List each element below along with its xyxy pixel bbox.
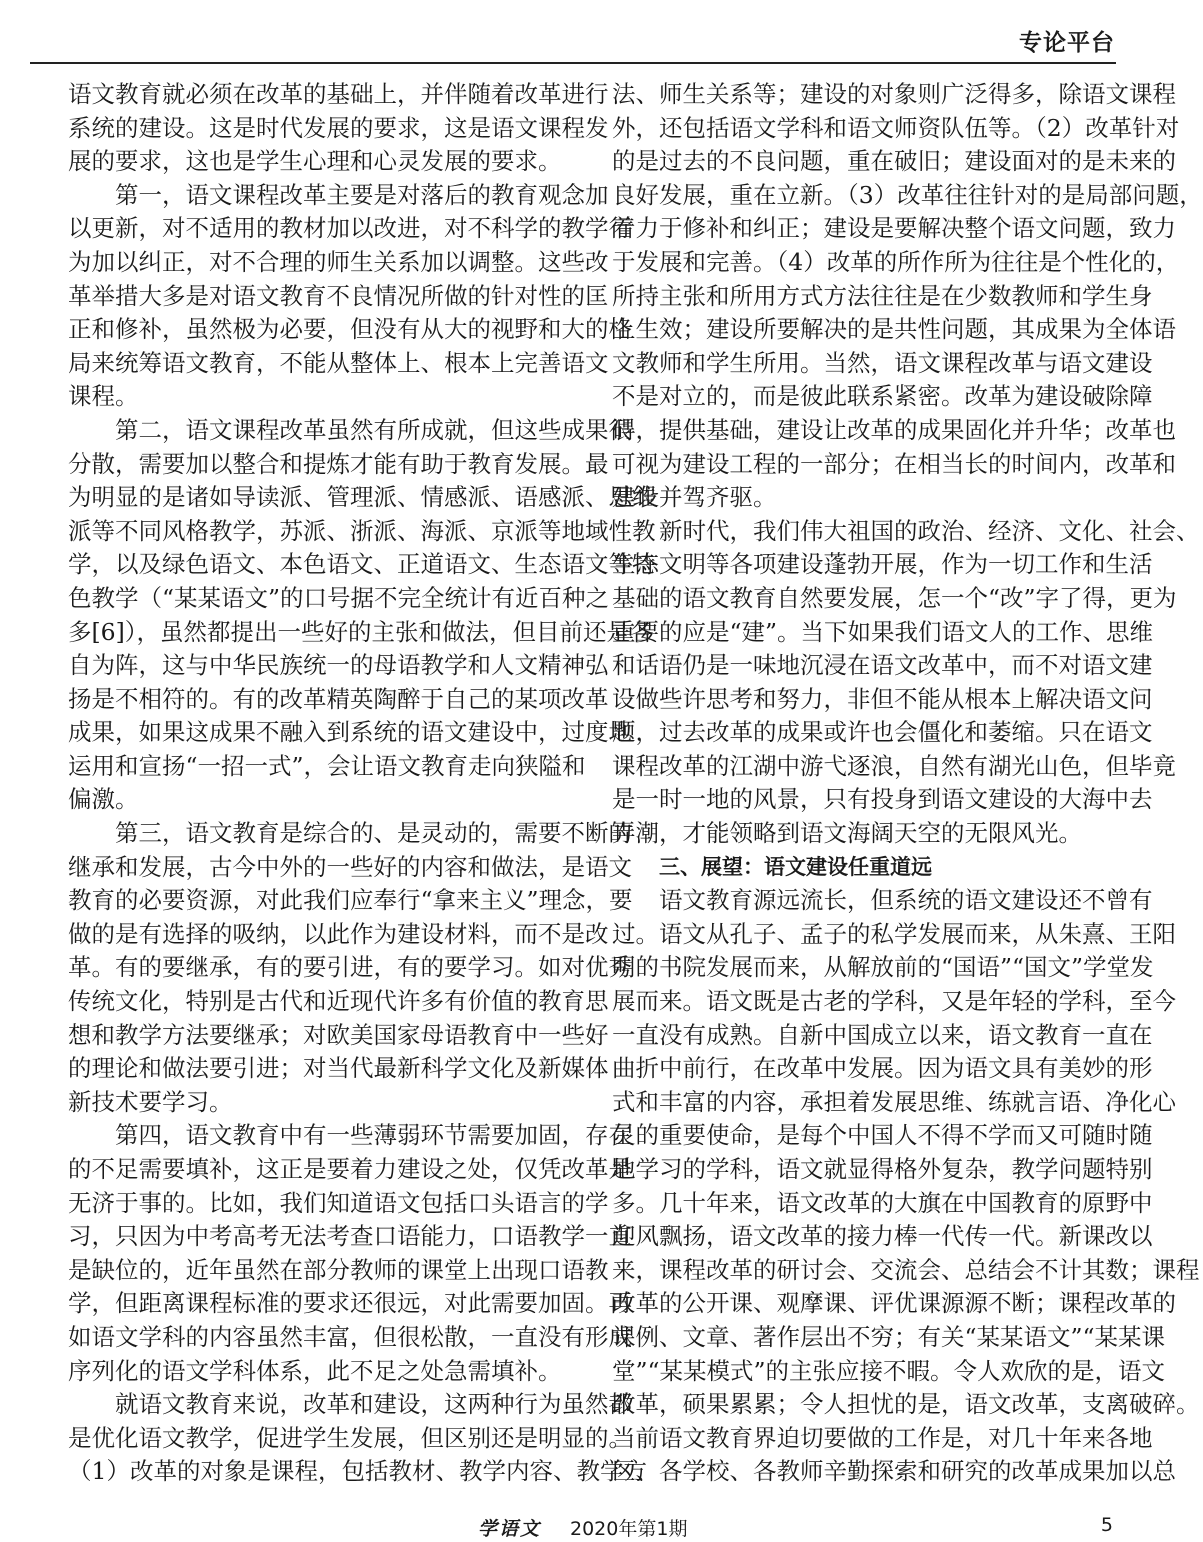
text-line: 语文教育就必须在改革的基础上，并伴随着改革进行 xyxy=(68,80,609,108)
text-line: 于发展和完善。（4）改革的所作所为往往是个性化的， xyxy=(612,247,1180,276)
text-line: 为明显的是诸如导读派、管理派、情感派、语感派、思维 xyxy=(68,483,656,512)
text-line: 改革，硕果累累；令人担忧的是，语文改革，支离破碎。 xyxy=(612,1390,1200,1419)
text-line: 序列化的语文学科体系，此不足之处急需填补。 xyxy=(68,1356,562,1385)
text-line: 一直没有成熟。自新中国成立以来，语文教育一直在 xyxy=(612,1020,1153,1049)
text-line: 教育的必要资源，对此我们应奉行“拿来主义”理念，要 xyxy=(68,886,633,915)
text-line: 学，但距离课程标准的要求还很远，对此需要加固。再 xyxy=(68,1289,632,1318)
text-line: 运用和宣扬“一招一式”，会让语文教育走向狭隘和 xyxy=(68,751,586,780)
text-line: 和话语仍是一味地沉浸在语文改革中，而不对语文建 xyxy=(612,651,1153,680)
text-line: 良好发展，重在立新。（3）改革往往针对的是局部问题， xyxy=(612,180,1203,209)
text-line: 着力于修补和纠正；建设是要解决整个语文问题，致力 xyxy=(612,214,1176,243)
section-title: 专论平台 xyxy=(1019,30,1115,56)
text-line: 题，过去改革的成果或许也会僵化和萎缩。只在语文 xyxy=(612,718,1153,747)
text-line: 重要的应是“建”。当下如果我们语文人的工作、思维 xyxy=(612,617,1154,646)
text-line: 局来统筹语文教育，不能从整体上、根本上完善语文 xyxy=(68,348,609,377)
text-line: 多。几十年来，语文改革的大旗在中国教育的原野中 xyxy=(612,1188,1153,1217)
text-line: 是缺位的，近年虽然在部分教师的课堂上出现口语教 xyxy=(68,1255,609,1284)
text-line: 分散，需要加以整合和提炼才能有助于教育发展。最 xyxy=(68,449,609,478)
text-line: 偏激。 xyxy=(68,785,139,814)
text-line: 建设并驾齐驱。 xyxy=(612,483,777,512)
text-line: 迎风飘扬，语文改革的接力棒一代传一代。新课改以 xyxy=(612,1222,1153,1251)
text-line: 继承和发展，古今中外的一些好的内容和做法，是语文 xyxy=(68,852,632,881)
text-line: 语文教育源远流长，但系统的语文建设还不曾有 xyxy=(659,886,1153,915)
text-line: 的是过去的不良问题，重在破旧；建设面对的是未来的 xyxy=(612,147,1176,176)
text-line: 不是对立的，而是彼此联系紧密。改革为建设破除障 xyxy=(612,382,1153,411)
text-line: 为加以纠正，对不合理的师生关系加以调整。这些改 xyxy=(68,247,609,276)
issue-label: 2020年第1期 xyxy=(570,1518,688,1540)
text-line: 新技术要学习。 xyxy=(68,1087,233,1116)
text-line: 的理论和做法要引进；对当代最新科学文化及新媒体 xyxy=(68,1054,609,1083)
section-heading: 三、展望：语文建设任重道远 xyxy=(659,854,932,879)
text-line: 曲折中前行，在改革中发展。因为语文具有美妙的形 xyxy=(612,1054,1153,1083)
text-line: 碍，提供基础，建设让改革的成果固化并升华；改革也 xyxy=(612,415,1176,444)
text-line: 可视为建设工程的一部分；在相当长的时间内，改革和 xyxy=(612,449,1176,478)
text-line: 弄潮，才能领略到语文海阔天空的无限风光。 xyxy=(612,819,1082,848)
text-line: 法、师生关系等；建设的对象则广泛得多，除语文课程 xyxy=(612,80,1176,108)
text-line: 基础的语文教育自然要发展，怎一个“改”字了得，更为 xyxy=(612,583,1177,612)
text-line: 就语文教育来说，改革和建设，这两种行为虽然都 xyxy=(115,1390,632,1419)
text-line: 展而来。语文既是古老的学科，又是年轻的学科，至今 xyxy=(612,987,1176,1016)
text-line: 当前语文教育界迫切要做的工作是，对几十年来各地 xyxy=(612,1423,1153,1452)
text-line: 第二，语文课程改革虽然有所成就，但这些成果很 xyxy=(115,415,632,444)
text-line: 正和修补，虽然极为必要，但没有从大的视野和大的格 xyxy=(68,315,632,344)
header-rule xyxy=(30,62,1116,64)
text-line: 的不足需要填补，这正是要着力建设之处，仅凭改革是 xyxy=(68,1155,632,1183)
text-line: 多[6]），虽然都提出一些好的主张和做法，但目前还是各 xyxy=(68,617,654,646)
text-line: 扬是不相符的。有的改革精英陶醉于自己的某项改革 xyxy=(68,684,609,713)
text-line: 改革的公开课、观摩课、评优课源源不断；课程改革的 xyxy=(612,1289,1176,1318)
text-line: 是一时一地的风景，只有投身到语文建设的大海中去 xyxy=(612,785,1153,814)
text-line: 成果，如果这成果不融入到系统的语文建设中，过度地 xyxy=(68,718,632,747)
text-line: 如语文学科的内容虽然丰富，但很松散，一直没有形成 xyxy=(68,1322,632,1351)
text-line: 课程。 xyxy=(68,382,139,411)
text-line: 无济于事的。比如，我们知道语文包括口头语言的学 xyxy=(68,1188,609,1217)
text-line: 式和丰富的内容，承担着发展思维、练就言语、净化心 xyxy=(612,1087,1176,1116)
text-line: 灵的重要使命，是每个中国人不得不学而又可随时随 xyxy=(612,1121,1153,1150)
text-line: 课程改革的江湖中游弋逐浪，自然有湖光山色，但毕竟 xyxy=(612,751,1176,780)
text-line: 上生效；建设所要解决的是共性问题，其成果为全体语 xyxy=(612,315,1176,344)
text-line: 第一，语文课程改革主要是对落后的教育观念加 xyxy=(115,180,609,209)
text-line: （1）改革的对象是课程，包括教材、教学内容、教学方 xyxy=(68,1457,647,1486)
text-line: 派等不同风格教学，苏派、浙派、海派、京派等地域性教 xyxy=(68,516,656,545)
text-line: 习，只因为中考高考无法考查口语能力，口语教学一直 xyxy=(68,1222,632,1251)
text-line: 文教师和学生所用。当然，语文课程改革与语文建设 xyxy=(612,348,1153,377)
left-column xyxy=(68,78,656,1489)
text-line: 过。语文从孔子、孟子的私学发展而来，从朱熹、王阳 xyxy=(612,919,1176,948)
text-line: 以更新，对不适用的教材加以改进，对不科学的教学行 xyxy=(68,214,632,243)
text-line: 革举措大多是对语文教育不良情况所做的针对性的匡 xyxy=(68,281,609,310)
text-line: 传统文化，特别是古代和近现代许多有价值的教育思 xyxy=(68,987,609,1016)
text-line: 展的要求，这也是学生心理和心灵发展的要求。 xyxy=(68,147,562,176)
text-line: 明的书院发展而来，从解放前的“国语”“国文”学堂发 xyxy=(612,953,1154,982)
right-column xyxy=(612,78,1203,1489)
text-line: 来，课程改革的研讨会、交流会、总结会不计其数；课程 xyxy=(612,1255,1200,1284)
text-line: 新时代，我们伟大祖国的政治、经济、文化、社会、 xyxy=(659,516,1200,545)
text-line: 学，以及绿色语文、本色语文、正道语文、生态语文等特 xyxy=(68,550,656,579)
text-line: 革。有的要继承，有的要引进，有的要学习。如对优秀 xyxy=(68,953,632,982)
text-line: 课例、文章、著作层出不穷；有关“某某语文”“某某课 xyxy=(612,1322,1166,1351)
text-line: 堂”“某某模式”的主张应接不暇。令人欢欣的是，语文 xyxy=(612,1356,1166,1385)
text-line: 想和教学方法要继承；对欧美国家母语教育中一些好 xyxy=(68,1020,609,1049)
page-number: 5 xyxy=(1100,1514,1113,1536)
text-line: 第三，语文教育是综合的、是灵动的，需要不断的 xyxy=(115,819,632,848)
text-line: 所持主张和所用方式方法往往是在少数教师和学生身 xyxy=(612,281,1153,310)
text-line: 地学习的学科，语文就显得格外复杂，教学问题特别 xyxy=(612,1155,1153,1183)
text-line: 是优化语文教学，促进学生发展，但区别还是明显的。 xyxy=(68,1423,632,1452)
text-line: 第四，语文教育中有一些薄弱环节需要加固，存在 xyxy=(115,1121,632,1150)
text-line: 设做些许思考和努力，非但不能从根本上解决语文问 xyxy=(612,684,1153,713)
journal-name: 学语文 xyxy=(478,1518,542,1540)
text-line: 自为阵，这与中华民族统一的母语教学和人文精神弘 xyxy=(68,651,609,680)
text-line: 外，还包括语文学科和语文师资队伍等。（2）改革针对 xyxy=(612,113,1180,142)
text-line: 生态文明等各项建设蓬勃开展，作为一切工作和生活 xyxy=(612,550,1153,579)
text-line: 区、各学校、各教师辛勤探索和研究的改革成果加以总 xyxy=(612,1457,1176,1486)
text-line: 做的是有选择的吸纳，以此作为建设材料，而不是改 xyxy=(68,919,609,948)
text-line: 色教学（“某某语文”的口号据不完全统计有近百种之 xyxy=(68,583,610,612)
text-line: 系统的建设。这是时代发展的要求，这是语文课程发 xyxy=(68,113,609,142)
